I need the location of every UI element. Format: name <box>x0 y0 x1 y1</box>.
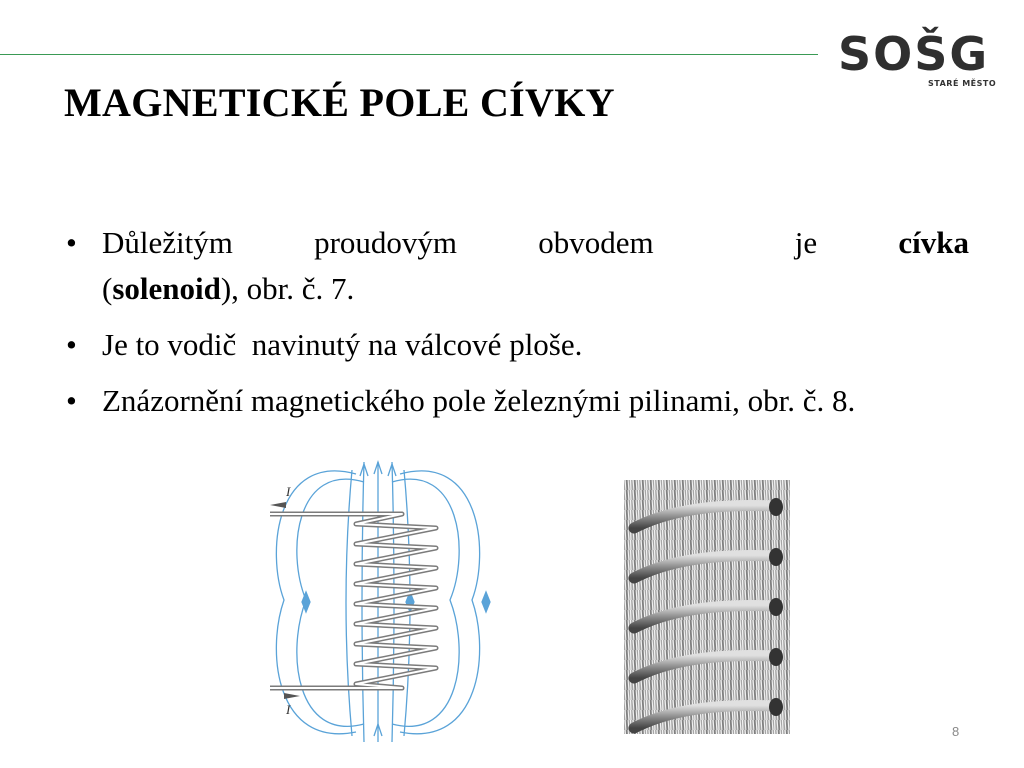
bullet-dot: • <box>66 383 77 418</box>
bullet-2-text: Je to vodič navinutý na válcové ploše. <box>102 327 583 362</box>
term-solenoid: solenoid <box>112 271 221 306</box>
slide-title: MAGNETICKÉ POLE CÍVKY <box>64 80 615 125</box>
bullet-3-text: Znázornění magnetického pole železnými pilinami, obr. č. 8. <box>102 383 856 418</box>
bullet-1-line-1 <box>102 220 969 266</box>
bullet-item-2 <box>64 322 969 368</box>
page-number: 8 <box>952 724 960 739</box>
bullet-dot: • <box>66 225 77 260</box>
paren-open: ( <box>102 271 113 306</box>
current-label-top: I <box>286 484 291 499</box>
iron-filings-photo <box>624 480 790 734</box>
bullet-list <box>64 220 969 434</box>
school-logo <box>838 26 998 96</box>
word: je <box>794 225 818 260</box>
word: proudovým <box>314 225 457 260</box>
current-label-bottom: I <box>286 702 291 717</box>
term-civka: cívka <box>898 225 969 260</box>
word: obvodem <box>538 225 654 260</box>
bullet-dot: • <box>66 327 77 362</box>
bullet-1-line-2 <box>102 266 969 312</box>
word: Důležitým <box>102 225 233 260</box>
logo-subtitle: STARÉ MĚSTO <box>928 79 997 88</box>
solenoid-diagram <box>256 452 500 748</box>
top-rule <box>0 54 818 55</box>
bullet-item-1 <box>64 220 969 312</box>
figure-reference: ), obr. č. 7. <box>220 271 355 306</box>
logo-text: SOŠG <box>838 27 990 81</box>
bullet-item-3 <box>64 378 969 424</box>
